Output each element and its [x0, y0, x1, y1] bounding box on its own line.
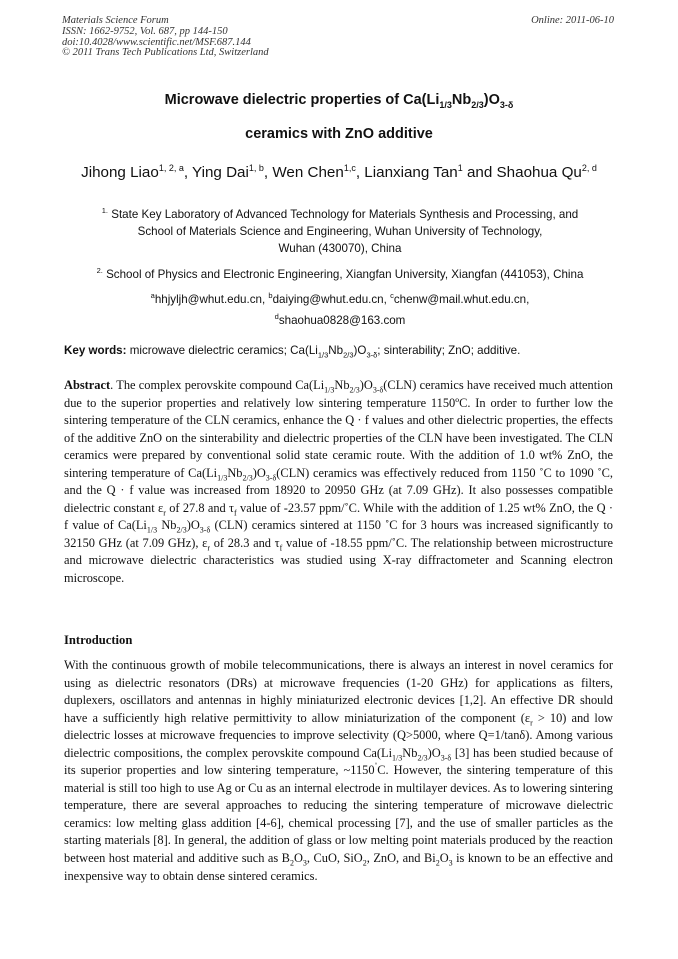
author-name: Jihong Liao: [81, 164, 159, 182]
doi-line: doi:10.4028/www.scientific.net/MSF.687.144: [62, 36, 251, 48]
author-affiliation-mark: 1,c: [343, 163, 356, 173]
email-link[interactable]: hhjyljh@whut.edu.cn,: [154, 292, 269, 306]
paper-title-line-2: ceramics with ZnO additive: [245, 126, 433, 142]
journal-name: Materials Science Forum: [62, 15, 169, 26]
author-affiliation-mark: 1, 2, a: [158, 163, 184, 173]
author-name: Ying Dai: [192, 164, 249, 182]
author-name: Shaohua Qu: [496, 164, 582, 182]
online-date: Online: 2011-06-10: [531, 15, 614, 26]
author-name: Wen Chen: [272, 164, 344, 182]
abstract-paragraph: Abstract. The complex perovskite compound $Ca(Li_{1/3}Nb_{2/3})O_{3-\delta}(CLN)$ ceramics have received much attention due to the superior properties and relatively low sintering temperature 1150ºC. In order to further low the sintering temperature of the CLN ceramics, enhance the Q · f values and other dielectric properties, the effects of the additive ZnO on the sinterability and dielectric properties of the CLN have been investigated. The CLN ceramics were prepared by conventional solid state ceramic route. With the addition of 1.0 wt% ZnO, the sintering temperature of $Ca(Li_{1/3}Nb_{2/3})O_{3-\delta}(CLN)$ ceramics was effectively reduced from 1150 ˚C to 1090 ˚C, and the Q · f value was increased from 18920 to 20950 GHz (at 7.09 GHz). It also possesses compatible dielectric constant $\varepsilon_r$ of 27.8 and $\tau_f$ value of -23.57 ppm/˚C. While with the addition of 1.25 wt% ZnO, the Q · f value of $Ca(Li_{1/3}$ $Nb_{2/3})O_{3-\delta}$ (CLN) ceramics sintered at 1150 ˚C for 3 hours was increased significantly to 32150 GHz (at 7.09 GHz), $\varepsilon_r$ of 28.3 and $\tau_f$ value of -18.55 ppm/˚C. The relationship between microstructure and microwave dielectric characteristics was studied using X-ray diffractometer and Scanning electron microscope.: [64, 378, 614, 586]
affiliation-2: $^{2.}$ School of Physics and Electronic Engineering, Xiangfan University, Xiangfan (441053), China: [96, 266, 584, 281]
introduction-heading: Introduction: [64, 633, 133, 647]
paper-title-line-1: Microwave dielectric properties of $Ca(Li_{1/3}Nb_{2/3})O_{3-\delta}$: [164, 92, 514, 110]
author-list: Jihong Liao$^{1, 2, a}$, Ying Dai$^{1, b}$, Wen Chen$^{1,c}$, Lianxiang Tan$^1$ and Shaohua Qu$^{2, d}$: [81, 163, 597, 182]
journal-header: [62, 16, 269, 59]
author-emails: $^a$hhjyljh@whut.edu.cn, $^b$daiying@whut.edu.cn, $^c$chenw@mail.whut.edu.cn, $^d$shaohua0828@163.com: [150, 291, 530, 327]
affiliation-1: $^{1.}$ State Key Laboratory of Advanced Technology for Materials Synthesis and Processing, and School of Materials Science and Engineering, Wuhan University of Technology, Wuhan (430070), China: [101, 206, 579, 255]
copyright-line: © 2011 Trans Tech Publications Ltd, Switzerland: [62, 47, 269, 59]
abstract-label: Abstract: [64, 378, 111, 392]
author-name: Lianxiang Tan: [364, 164, 458, 182]
email-link[interactable]: shaohua0828@163.com: [278, 313, 406, 327]
keywords-line: Key words: microwave dielectric ceramics; $Ca(Li_{1/3}Nb_{2/3})O_{3-\delta}$; sinterability; ZnO; additive.: [64, 344, 521, 360]
author-affiliation-mark: 1: [457, 163, 463, 173]
issn-line: ISSN: 1662-9752, Vol. 687, pp 144-150: [62, 25, 228, 37]
keywords-label: Key words:: [64, 344, 127, 357]
email-link[interactable]: chenw@mail.whut.edu.cn,: [393, 292, 530, 306]
introduction-paragraph: With the continuous growth of mobile telecommunications, there is always an interest in novel ceramics for using as dielectric resonators (DRs) at microwave frequencies (1-20 GHz) for applications as filters, duplexers, oscillators and antennas in highly miniaturized electronic devices [1,2]. An effective DR should have a sufficiently high relative permittivity to allow miniaturization of the component $(\varepsilon_r > 10)$ and low dielectric losses at microwave frequencies to improve selectivity (Q>5000, where Q=1/tanδ). Among various dielectric compositions, the complex perovskite compound $Ca(Li_{1/3}Nb_{2/3})O_{3-\delta}$ [3] has been studied because of its superior properties and low sintering temperature, ~1150˚C. However, the sintering temperature of this material is still too high to use Ag or Cu as an internal electrode in multilayer devices. As to lowering sintering temperature, there are several approaches to reducing the sintering temperature of microwave dielectric ceramics: low melting glass addition [4-6], chemical processing [7], and the use of smaller particles as the starting materials [8]. In general, the addition of glass or low melting point materials produced by the reaction between host material and additive such as $B_2O_3$, CuO, SiO$_2$, ZnO, and $Bi_2O_3$ is known to be an effective and inexpensive way to obtain dense sintered ceramics.: [64, 658, 613, 883]
author-affiliation-mark: 1, b: [248, 163, 264, 173]
email-link[interactable]: daiying@whut.edu.cn,: [272, 292, 391, 306]
author-affiliation-mark: 2, d: [581, 163, 597, 173]
